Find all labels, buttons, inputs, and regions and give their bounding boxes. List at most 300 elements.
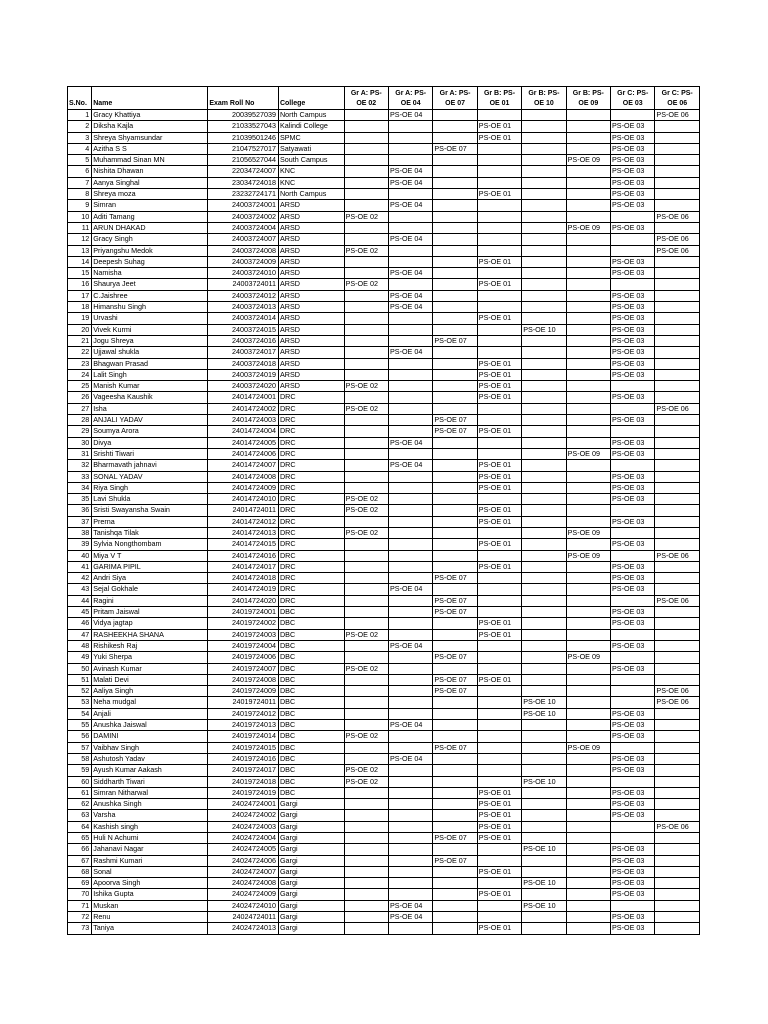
cell-name: Himanshu Singh [92,302,208,313]
cell-name: Pritam Jaiswal [92,607,208,618]
cell-group [522,595,566,606]
cell-group: PS-OE 01 [477,821,521,832]
header-name: Name [92,87,208,110]
cell-sno: 52 [68,686,92,697]
cell-group: PS-OE 03 [611,539,655,550]
cell-college: DRC [278,561,344,572]
cell-group: PS-OE 01 [477,279,521,290]
cell-group [566,234,610,245]
cell-name: Soumya Arora [92,426,208,437]
cell-group: PS-OE 09 [566,222,610,233]
cell-group [566,787,610,798]
cell-name: ARUN DHAKAD [92,222,208,233]
cell-group [433,302,477,313]
header-group-line1: Gr B: PS- [572,90,604,97]
cell-group [522,403,566,414]
cell-group [566,471,610,482]
cell-group [344,234,388,245]
cell-college: DBC [278,753,344,764]
cell-group [566,335,610,346]
cell-group: PS-OE 04 [388,900,432,911]
cell-group [655,833,700,844]
cell-group [655,505,700,516]
table-row [68,527,700,538]
cell-group: PS-OE 02 [344,527,388,538]
cell-sno: 45 [68,607,92,618]
cell-name: Bharmavath jahnavi [92,460,208,471]
cell-sno: 56 [68,731,92,742]
cell-group [611,279,655,290]
cell-group: PS-OE 01 [477,471,521,482]
table-row [68,539,700,550]
cell-group [433,155,477,166]
cell-sno: 40 [68,550,92,561]
cell-group [477,155,521,166]
cell-group [433,912,477,923]
header-group-line1: Gr C: PS- [617,90,649,97]
cell-group [522,686,566,697]
cell-sno: 5 [68,155,92,166]
cell-roll: 24024724003 [208,821,279,832]
cell-group [522,256,566,267]
table-row [68,652,700,663]
cell-group: PS-OE 10 [522,776,566,787]
table-row [68,166,700,177]
table-row [68,516,700,527]
cell-group [655,268,700,279]
cell-group: PS-OE 07 [433,742,477,753]
cell-name: Deepesh Suhag [92,256,208,267]
cell-group [522,222,566,233]
cell-roll: 24019724001 [208,607,279,618]
cell-group: PS-OE 03 [611,166,655,177]
cell-sno: 15 [68,268,92,279]
cell-group: PS-OE 02 [344,494,388,505]
cell-sno: 2 [68,121,92,132]
cell-group [522,482,566,493]
cell-group [522,200,566,211]
cell-name: Renu [92,912,208,923]
cell-name: Muskan [92,900,208,911]
cell-group: PS-OE 07 [433,335,477,346]
cell-group: PS-OE 10 [522,708,566,719]
cell-group [344,369,388,380]
cell-group [477,731,521,742]
cell-college: Gargi [278,821,344,832]
table-row [68,923,700,934]
cell-group [388,686,432,697]
cell-group [655,753,700,764]
cell-group: PS-OE 03 [611,347,655,358]
cell-name: Jogu Shreya [92,335,208,346]
cell-group [477,448,521,459]
cell-group: PS-OE 03 [611,290,655,301]
cell-group [566,810,610,821]
cell-group [522,245,566,256]
cell-group [433,878,477,889]
cell-group: PS-OE 10 [522,900,566,911]
cell-group [655,392,700,403]
cell-group: PS-OE 03 [611,720,655,731]
cell-group: PS-OE 01 [477,426,521,437]
cell-group [388,155,432,166]
cell-group [655,222,700,233]
cell-group [566,200,610,211]
cell-group: PS-OE 04 [388,268,432,279]
cell-group [566,595,610,606]
header-group [344,87,388,110]
cell-group [566,561,610,572]
cell-group: PS-OE 01 [477,516,521,527]
cell-group [522,923,566,934]
cell-sno: 9 [68,200,92,211]
cell-name: Sristi Swayansha Swain [92,505,208,516]
cell-name: Shreya Shyamsundar [92,132,208,143]
cell-group [388,211,432,222]
cell-roll: 24003724016 [208,335,279,346]
cell-group: PS-OE 01 [477,674,521,685]
cell-name: Manish Kumar [92,381,208,392]
cell-group [566,268,610,279]
cell-group: PS-OE 09 [566,155,610,166]
cell-sno: 39 [68,539,92,550]
cell-group [655,618,700,629]
cell-group [655,381,700,392]
cell-name: Azitha S S [92,143,208,154]
cell-group: PS-OE 06 [655,245,700,256]
cell-group [388,810,432,821]
cell-group [611,742,655,753]
cell-group: PS-OE 01 [477,381,521,392]
cell-sno: 59 [68,765,92,776]
cell-group [655,358,700,369]
cell-group [477,494,521,505]
cell-group: PS-OE 06 [655,403,700,414]
cell-college: Gargi [278,878,344,889]
cell-college: KNC [278,166,344,177]
cell-roll: 21033527043 [208,121,279,132]
cell-name: Avinash Kumar [92,663,208,674]
cell-college: DRC [278,460,344,471]
cell-group [388,663,432,674]
cell-group [388,482,432,493]
cell-group [611,595,655,606]
cell-group [433,494,477,505]
cell-roll: 24014724001 [208,392,279,403]
cell-group [566,460,610,471]
cell-group: PS-OE 02 [344,211,388,222]
cell-sno: 28 [68,415,92,426]
cell-group [655,720,700,731]
cell-roll: 23232724171 [208,189,279,200]
cell-group [433,460,477,471]
cell-name: Lalit Singh [92,369,208,380]
cell-sno: 24 [68,369,92,380]
allocation-table [67,86,700,935]
cell-group: PS-OE 01 [477,618,521,629]
cell-group [611,505,655,516]
cell-group [522,855,566,866]
cell-group [566,900,610,911]
cell-group: PS-OE 06 [655,821,700,832]
cell-group [522,313,566,324]
cell-group [566,132,610,143]
cell-group [433,821,477,832]
cell-group [522,132,566,143]
cell-group [433,776,477,787]
cell-group: PS-OE 03 [611,663,655,674]
cell-college: Gargi [278,855,344,866]
cell-group [433,471,477,482]
cell-college: DRC [278,539,344,550]
cell-name: Riya Singh [92,482,208,493]
cell-roll: 24003724011 [208,279,279,290]
cell-group [388,618,432,629]
cell-roll: 24019724007 [208,663,279,674]
cell-group [566,618,610,629]
cell-group [344,923,388,934]
cell-group: PS-OE 09 [566,527,610,538]
cell-sno: 26 [68,392,92,403]
cell-name: Neha mudgal [92,697,208,708]
cell-group [388,189,432,200]
cell-group: PS-OE 01 [477,810,521,821]
cell-group [477,403,521,414]
cell-group [344,143,388,154]
cell-group: PS-OE 04 [388,753,432,764]
cell-group [611,527,655,538]
cell-name: Aanya Singhal [92,177,208,188]
cell-name: Vaibhav Singh [92,742,208,753]
cell-name: Vidya jagtap [92,618,208,629]
cell-group [433,313,477,324]
cell-group [433,889,477,900]
cell-group [344,426,388,437]
cell-roll: 24014724004 [208,426,279,437]
cell-sno: 69 [68,878,92,889]
cell-group [344,358,388,369]
cell-group [388,550,432,561]
cell-group [522,460,566,471]
cell-group [566,753,610,764]
table-row [68,324,700,335]
cell-group [388,561,432,572]
cell-roll: 24019724004 [208,640,279,651]
cell-group [522,494,566,505]
cell-college: DBC [278,720,344,731]
header-group-line2: OE 10 [533,100,554,107]
cell-college: DBC [278,607,344,618]
cell-group [433,256,477,267]
cell-roll: 24014724007 [208,460,279,471]
cell-group [344,561,388,572]
cell-sno: 46 [68,618,92,629]
cell-group [477,765,521,776]
cell-sno: 42 [68,573,92,584]
cell-college: DBC [278,640,344,651]
cell-group [433,584,477,595]
cell-group [655,471,700,482]
cell-group [566,912,610,923]
cell-group [433,482,477,493]
cell-group [655,482,700,493]
cell-name: Huli N Achumi [92,833,208,844]
cell-group [388,448,432,459]
cell-roll: 24014724010 [208,494,279,505]
cell-group [655,313,700,324]
cell-sno: 13 [68,245,92,256]
cell-college: Gargi [278,923,344,934]
cell-group [655,437,700,448]
cell-group: PS-OE 03 [611,324,655,335]
cell-group [477,878,521,889]
cell-sno: 48 [68,640,92,651]
cell-group [433,765,477,776]
table-row [68,629,700,640]
table-row [68,708,700,719]
cell-group [344,268,388,279]
cell-roll: 24024724004 [208,833,279,844]
cell-roll: 24003724018 [208,358,279,369]
header-group-line2: OE 01 [489,100,510,107]
cell-college: North Campus [278,189,344,200]
cell-group [344,460,388,471]
cell-group [655,177,700,188]
table-row [68,347,700,358]
cell-group: PS-OE 02 [344,403,388,414]
table-row [68,426,700,437]
cell-sno: 62 [68,799,92,810]
cell-group [388,674,432,685]
cell-group [433,290,477,301]
cell-group [522,415,566,426]
cell-group: PS-OE 03 [611,607,655,618]
cell-group [522,912,566,923]
cell-group [433,640,477,651]
cell-group [522,302,566,313]
cell-college: KNC [278,177,344,188]
cell-group [388,505,432,516]
header-group-line1: Gr A: PS- [350,90,382,97]
cell-name: Siddharth Tiwari [92,776,208,787]
cell-group [566,369,610,380]
cell-college: DRC [278,403,344,414]
cell-roll: 24003724007 [208,234,279,245]
cell-name: Anushka Jaiswal [92,720,208,731]
header-group-line2: OE 02 [356,100,377,107]
cell-group [522,561,566,572]
cell-group [522,155,566,166]
cell-group: PS-OE 06 [655,697,700,708]
cell-group [477,855,521,866]
cell-roll: 20039527039 [208,110,279,121]
cell-group [611,211,655,222]
cell-roll: 24014724015 [208,539,279,550]
table-body [68,110,700,935]
cell-group [611,833,655,844]
cell-sno: 25 [68,381,92,392]
table-row [68,200,700,211]
cell-group [388,607,432,618]
cell-group [388,494,432,505]
cell-college: DRC [278,426,344,437]
table-row [68,335,700,346]
cell-sno: 60 [68,776,92,787]
cell-group [566,392,610,403]
cell-college: ARSD [278,200,344,211]
cell-group: PS-OE 07 [433,573,477,584]
cell-group [344,720,388,731]
cell-sno: 27 [68,403,92,414]
cell-sno: 18 [68,302,92,313]
header-group-line1: Gr B: PS- [528,90,560,97]
cell-group [611,403,655,414]
cell-group [655,900,700,911]
cell-group [388,742,432,753]
cell-group: PS-OE 09 [566,652,610,663]
cell-group [388,776,432,787]
cell-roll: 24014724002 [208,403,279,414]
cell-roll: 24024724007 [208,866,279,877]
cell-sno: 8 [68,189,92,200]
cell-group: PS-OE 03 [611,878,655,889]
cell-group: PS-OE 01 [477,313,521,324]
cell-group [655,279,700,290]
cell-group [344,652,388,663]
cell-name: Ragini [92,595,208,606]
cell-group [655,290,700,301]
cell-group [655,516,700,527]
cell-group [477,415,521,426]
table-row [68,369,700,380]
cell-sno: 19 [68,313,92,324]
cell-group [611,426,655,437]
cell-group [433,358,477,369]
cell-group [522,539,566,550]
table-row [68,121,700,132]
cell-group [388,787,432,798]
cell-group [433,787,477,798]
cell-group [433,189,477,200]
cell-roll: 24014724020 [208,595,279,606]
cell-group [566,686,610,697]
cell-sno: 54 [68,708,92,719]
table-row [68,505,700,516]
cell-group [344,177,388,188]
cell-group [433,618,477,629]
cell-group [344,313,388,324]
cell-college: ARSD [278,211,344,222]
cell-group [477,324,521,335]
cell-group: PS-OE 02 [344,381,388,392]
cell-group: PS-OE 06 [655,211,700,222]
table-row [68,448,700,459]
cell-group [344,900,388,911]
cell-group [344,607,388,618]
cell-name: Sonal [92,866,208,877]
table-row [68,437,700,448]
cell-college: DBC [278,686,344,697]
table-row [68,403,700,414]
cell-group: PS-OE 03 [611,177,655,188]
cell-college: ARSD [278,290,344,301]
cell-group [522,765,566,776]
cell-college: ARSD [278,268,344,279]
cell-group [566,607,610,618]
cell-group: PS-OE 06 [655,686,700,697]
cell-name: Vageesha Kaushik [92,392,208,403]
cell-group [566,821,610,832]
